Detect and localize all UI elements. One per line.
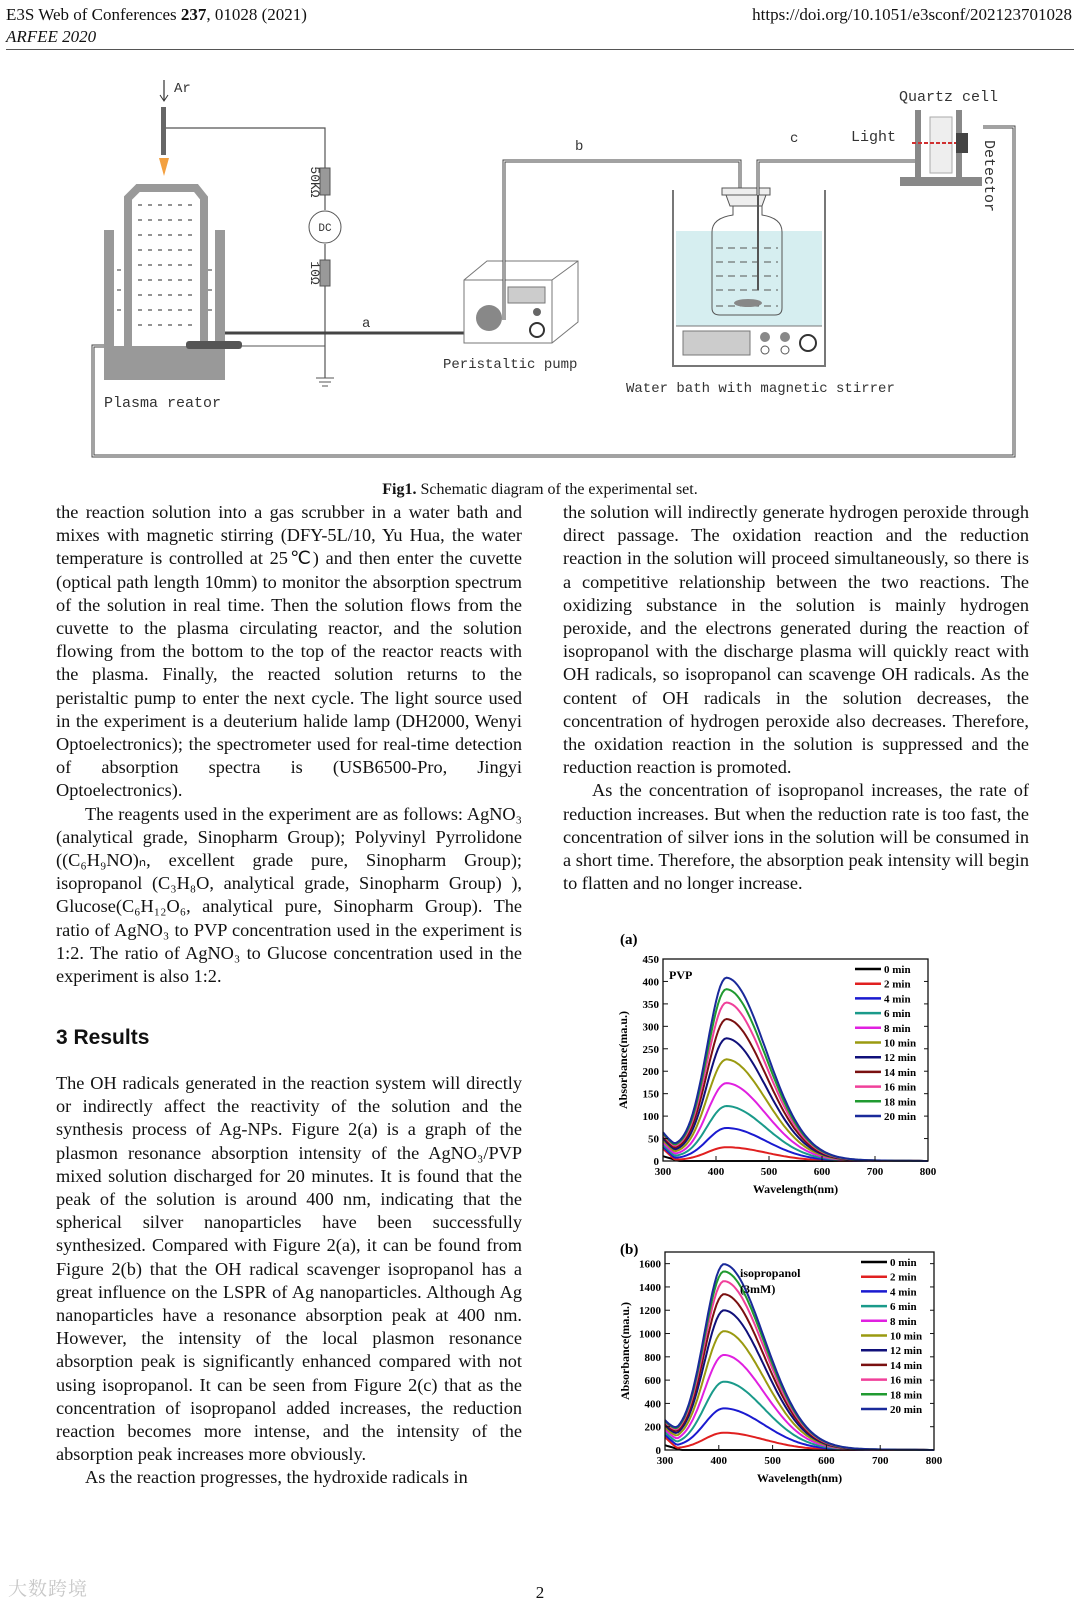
y-tick-label: 350 (642, 998, 659, 1011)
legend-label: 2 min (890, 1271, 917, 1284)
legend-label: 18 min (890, 1389, 923, 1402)
y-tick-label: 250 (642, 1043, 659, 1056)
legend-label: 6 min (884, 1008, 911, 1021)
figure2a-chart (600, 930, 960, 1210)
journal-name: E3S Web of Conferences (6, 5, 181, 24)
doi-link[interactable]: https://doi.org/10.1051/e3sconf/202123701028 (752, 5, 1072, 24)
y-tick-label: 1400 (639, 1281, 661, 1294)
y-tick-label: 200 (644, 1421, 661, 1434)
legend-label: 10 min (890, 1330, 923, 1343)
label-detector: Detector (980, 140, 997, 213)
y-tick-label: 400 (642, 976, 659, 989)
legend-label: 0 min (884, 964, 911, 976)
legend-label: 6 min (890, 1301, 917, 1314)
legend-label: 20 min (890, 1404, 923, 1416)
y-tick-label: 1600 (639, 1258, 661, 1271)
label-quartz-cell: Quartz cell (899, 89, 999, 106)
legend-label: 18 min (884, 1096, 917, 1109)
paragraph: the reaction solution into a gas scrubber in a water bath and mixes with magnetic stirring (DFY-5L/10, Yu Hua, the water temperature is controlled at 25℃) and then enter the cuvette (optical path length 10mm) to monitor the absorption spectrum of the solution in real time. Then the solution flows from the cuvette to the plasma circulating reactor, and the solution flowing from the bottom to the top of the reactor reacts with the plasma. Finally, the reacted solution returns to the peristaltic pump to enter the next cycle. The light source used in the experiment is a deuterium halide lamp (DH2000, Wenyi Optoelectronics); the spectrometer used for real-time detection of absorption spectra is (USB6500-Pro, Jingyi Optoelectronics). (56, 502, 522, 801)
chart-annotation: isopropanol (740, 1266, 801, 1280)
legend-label: 16 min (884, 1081, 917, 1094)
legend-label: 10 min (884, 1037, 917, 1050)
y-axis-label: Absorbance(ma.u.) (616, 1011, 630, 1109)
label-50k-ohm: 50KΩ (307, 166, 322, 198)
label-peristaltic-pump: Peristaltic pump (443, 357, 578, 373)
legend-label: 8 min (884, 1022, 911, 1035)
y-tick-label: 300 (642, 1021, 659, 1034)
label-light: Light (851, 129, 897, 146)
plasma-reactor (104, 188, 242, 380)
x-tick-label: 500 (760, 1166, 778, 1178)
caption-label: Fig1. (382, 481, 417, 498)
legend-label: 14 min (884, 1066, 917, 1079)
x-tick-label: 700 (871, 1455, 889, 1467)
plasma-flame (159, 158, 169, 176)
right-column (563, 501, 1029, 895)
page-number: 2 (535, 1583, 545, 1602)
paragraph: As the concentration of isopropanol increases, the rate of reduction increases. But when the reduction rate is too fast, the concentration of silver ions in the solution will be consumed in a short time. Therefore, the absorption peak intensity will begin to flatten and no longer increase. (563, 780, 1029, 894)
x-tick-label: 600 (818, 1455, 835, 1467)
needle-electrode (161, 107, 166, 155)
legend-label: 0 min (890, 1257, 917, 1269)
y-tick-label: 0 (655, 1445, 661, 1457)
label-water-bath: Water bath with magnetic stirrer (626, 381, 895, 397)
y-tick-label: 450 (642, 954, 659, 966)
conference-name: ARFEE 2020 (6, 27, 97, 46)
y-tick-label: 800 (644, 1351, 661, 1364)
label-plasma-reactor: Plasma reator (104, 395, 222, 412)
legend-label: 14 min (890, 1359, 923, 1372)
series-line-2-min (665, 1433, 934, 1450)
legend-label: 20 min (884, 1111, 917, 1123)
chart-annotation: (3mM) (740, 1282, 776, 1296)
paragraph: the solution will indirectly generate hydrogen peroxide through direct passage. The oxidation reaction and the reduction reaction in the solution will proceed simultaneously, so there is a competitive relationship between the two reactions. The oxidizing substance in the solution is mainly hydrogen peroxide, and the electrons generated during the reaction of isopropanol with the discharge plasma will quickly react with OH radicals, so isopropanol can scavenge OH radicals. As the content of OH radicals in the solution decreases, the concentration of hydrogen peroxide also decreases. Therefore, the oxidation reaction in the solution is suppressed and the reduction reaction is promoted. (563, 502, 1029, 778)
x-tick-label: 300 (656, 1455, 674, 1467)
legend-label: 8 min (890, 1315, 917, 1328)
water-bath (673, 188, 825, 366)
y-tick-label: 600 (644, 1375, 661, 1388)
journal-issue: , 01028 (2021) (206, 5, 307, 24)
label-10-ohm: 10Ω (307, 261, 322, 285)
figure2b-chart (600, 1230, 960, 1510)
ground-icon (316, 378, 334, 386)
paragraph: The reagents used in the experiment are as follows: AgNO₃ (analytical grade, Sinopharm Group); Polyvinyl Pyrrolidone ((C₆H₉NO)ₙ, excellent grade pure, Sinopharm Group); isopropanol (C₃H₈O, analytical grade, Sinopharm Group) ), Glucose(C₆H₁₂O₆, analytical pure, Sinopharm Group). The ratio of AgNO₃ to PVP concentration used in the experiment is 1:2. The ratio of AgNO₃ to Glucose concentration used in the experiment is also 1:2. (56, 803, 522, 987)
label-dc: DC (318, 223, 332, 235)
legend-label: 12 min (884, 1052, 917, 1065)
quartz-cell (900, 110, 982, 186)
y-tick-label: 200 (642, 1066, 659, 1079)
x-axis-label: Wavelength(nm) (752, 1182, 839, 1196)
x-tick-label: 700 (866, 1166, 884, 1178)
section-heading: 3 Results (56, 1026, 150, 1049)
y-axis-label: Absorbance(ma.u.) (618, 1302, 632, 1400)
x-tick-label: 500 (764, 1455, 781, 1467)
journal-volume: 237 (180, 5, 207, 24)
x-tick-label: 800 (925, 1455, 943, 1467)
left-column-bottom (56, 1072, 522, 1490)
legend-label: 4 min (884, 993, 911, 1006)
y-tick-label: 0 (653, 1156, 659, 1168)
label-c: c (790, 131, 799, 147)
peristaltic-pump (464, 261, 578, 343)
panel-label: (b) (620, 1242, 639, 1258)
legend-label: 2 min (884, 978, 911, 991)
chart-annotation: PVP (669, 968, 693, 982)
paragraph: The OH radicals generated in the reaction system will directly or indirectly affect the reactivity of the solution and the synthesis process of Ag-NPs. Figure 2(a) is a graph of the plasmon resonance absorption intensity of the AgNO₃/PVP mixed solution discharged for 20 minutes. It is found that the peak of the solution is around 400 nm, indicating that the spherical silver nanoparticles have been successfully synthesized. Compared with Figure 2(a), it can be found from Figure 2(b) that the OH radical scavenger isopropanol has a great influence on the LSPR of Ag nanoparticles. Although Ag nanoparticles have a resonance absorption peak at 400 nm. However, the intensity of the local plasmon resonance absorption peak is significantly enhanced compared with not using isopropanol. It can be seen from Figure 2(c) that as the concentration of isopropanol added increases, the reduction reaction becomes more intense, and the intensity of the absorption peak increases more obviously. (56, 1073, 522, 1465)
y-tick-label: 400 (644, 1398, 661, 1411)
watermark: 大数跨境 (8, 1578, 89, 1600)
label-b: b (575, 139, 584, 155)
x-tick-label: 400 (707, 1166, 725, 1178)
y-tick-label: 1200 (639, 1305, 661, 1318)
x-tick-label: 400 (710, 1455, 728, 1467)
figure1-schematic (0, 0, 1080, 480)
label-ar: Ar (174, 81, 191, 97)
legend-label: 12 min (890, 1345, 923, 1358)
left-column-top (56, 501, 522, 988)
caption-text: Schematic diagram of the experimental set. (416, 481, 698, 498)
x-tick-label: 600 (813, 1166, 831, 1178)
x-axis-label: Wavelength(nm) (756, 1471, 843, 1485)
legend-label: 16 min (890, 1374, 923, 1387)
y-tick-label: 150 (642, 1088, 659, 1101)
x-tick-label: 300 (654, 1166, 672, 1178)
y-tick-label: 100 (642, 1111, 659, 1124)
y-tick-label: 1000 (639, 1328, 661, 1341)
figure1-caption (0, 481, 1080, 499)
y-tick-label: 50 (648, 1133, 659, 1146)
panel-label: (a) (620, 932, 638, 948)
paragraph: As the reaction progresses, the hydroxide radicals in (85, 1467, 468, 1488)
label-a: a (362, 316, 371, 332)
tube-c (758, 161, 917, 195)
legend-label: 4 min (890, 1286, 917, 1299)
x-tick-label: 800 (919, 1166, 937, 1178)
